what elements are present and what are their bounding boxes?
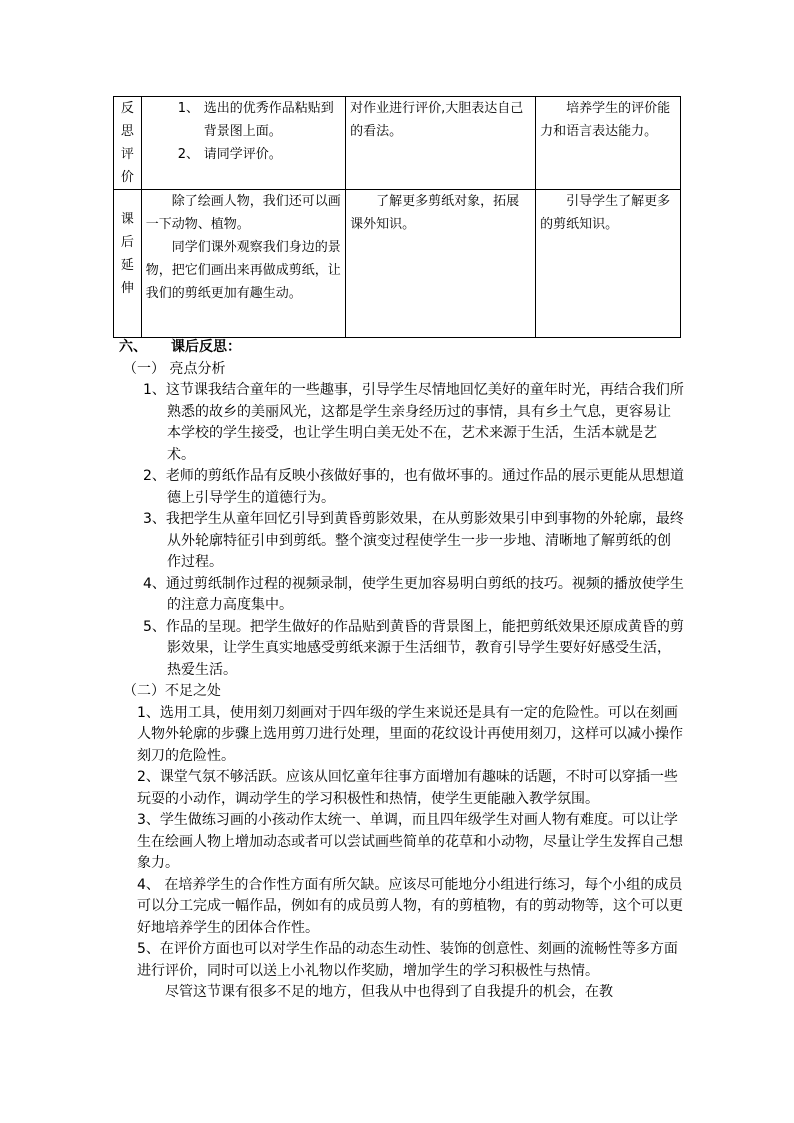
activity-paragraph: 同学们课外观察我们身边的景物，把它们画出来再做成剪纸，让我们的剪纸更加有趣生动。	[145, 240, 341, 301]
student-activity-cell: 对作业进行评价,大胆表达自己的看法。	[346, 97, 536, 190]
list-item: 2、老师的剪纸作品有反映小孩做好事的，也有做坏事的。通过作品的展示更能从思想道德上引导学生的道德行为。	[143, 468, 684, 506]
label-char: 课	[120, 212, 134, 227]
label-char: 价	[120, 170, 134, 185]
design-purpose-cell: 培养学生的评价能力和语言表达能力。	[536, 97, 681, 190]
list-item: 2、 请同学评价。	[177, 147, 282, 162]
activity-paragraph: 除了绘画人物，我们还可以画一下动物、植物。	[145, 194, 341, 232]
table-row-extension	[114, 190, 681, 338]
subsection-heading-highlights: （一） 亮点分析	[123, 360, 226, 377]
section-heading	[119, 337, 684, 359]
section-title: 课后反思：	[171, 339, 241, 355]
lesson-table	[113, 96, 681, 338]
list-item: 5、作品的呈现。把学生做好的作品贴到黄昏的背景图上，能把剪纸效果还原成黄昏的剪影效果，让学生真实地感受剪纸来源于生活细节，教育引导学生要好好感受生活，热爱生活。	[143, 618, 684, 678]
paragraph: 5、在评价方面也可以对学生作品的动态生动性、装饰的创意性、刻画的流畅性等多方面进行评价，同时可以送上小礼物以作奖励，增加学生的学习积极性与热情。	[137, 941, 678, 979]
reflection-section	[119, 337, 684, 1004]
list-item: 3、我把学生从童年回忆引导到黄昏剪影效果，在从剪影效果引申到事物的外轮廓，最终从外轮廓特征引申到剪纸。整个演变过程使学生一步一步地、清晰地了解剪纸的创作过程。	[143, 511, 684, 570]
label-char: 评	[120, 147, 134, 162]
list-item: 1、 选出的优秀作品粘贴到背景图上面。	[177, 101, 334, 139]
label-char: 后	[120, 235, 134, 250]
list-item: 4、通过剪纸制作过程的视频录制，使学生更加容易明白剪纸的技巧。视频的播放使学生的注意力高度集中。	[143, 575, 684, 613]
paragraph: 1、选用工具，使用刻刀刻画对于四年级的学生来说还是具有一定的危险性。可以在刻画人物外轮廓的步骤上选用剪刀进行处理，里面的花纹设计再使用刻刀，这样可以减小操作刻刀的危险性。	[137, 704, 683, 764]
subsection-heading-shortcomings: （二）不足之处	[123, 683, 221, 699]
row-label-extension	[114, 190, 142, 338]
label-char: 伸	[120, 281, 134, 296]
closing-paragraph: 尽管这节课有很多不足的地方，但我从中也得到了自我提升的机会，在教	[165, 984, 613, 1000]
table-row-reflection	[114, 97, 681, 190]
list-item: 1、这节课我结合童年的一些趣事，引导学生尽情地回忆美好的童年时光，再结合我们所熟悉的故乡的美丽风光，这都是学生亲身经历过的事情，具有乡土气息，更容易让本学校的学生接受，也让学生明白美无处不在，艺术来源于生活，生活本就是艺术。	[143, 382, 684, 463]
label-char: 思	[120, 124, 134, 139]
row-label-reflection	[114, 97, 142, 190]
label-char: 反	[120, 101, 134, 116]
paragraph: 4、 在培养学生的合作性方面有所欠缺。应该尽可能地分小组进行练习，每个小组的成员可以分工完成一幅作品，例如有的成员剪人物，有的剪植物，有的剪动物等，这个可以更好地培养学生的团体合作性。	[137, 876, 683, 936]
label-char: 延	[120, 258, 134, 273]
paragraph: 2、课堂气氛不够活跃。应该从回忆童年往事方面增加有趣味的话题，不时可以穿插一些玩耍的小动作，调动学生的学习积极性和热情，使学生更能融入教学氛围。	[137, 769, 678, 807]
section-number: 六、	[119, 339, 147, 355]
teacher-activity-cell	[141, 97, 345, 190]
student-activity-cell: 了解更多剪纸对象，拓展课外知识。	[346, 190, 536, 338]
teacher-activity-cell	[141, 190, 345, 338]
paragraph: 3、学生做练习画的小孩动作太统一、单调，而且四年级学生对画人物有难度。可以让学生在绘画人物上增加动态或者可以尝试画些简单的花草和小动物，尽量让学生发挥自己想象力。	[137, 812, 683, 871]
activity-list	[146, 97, 341, 166]
design-purpose-cell: 引导学生了解更多的剪纸知识。	[536, 190, 681, 338]
